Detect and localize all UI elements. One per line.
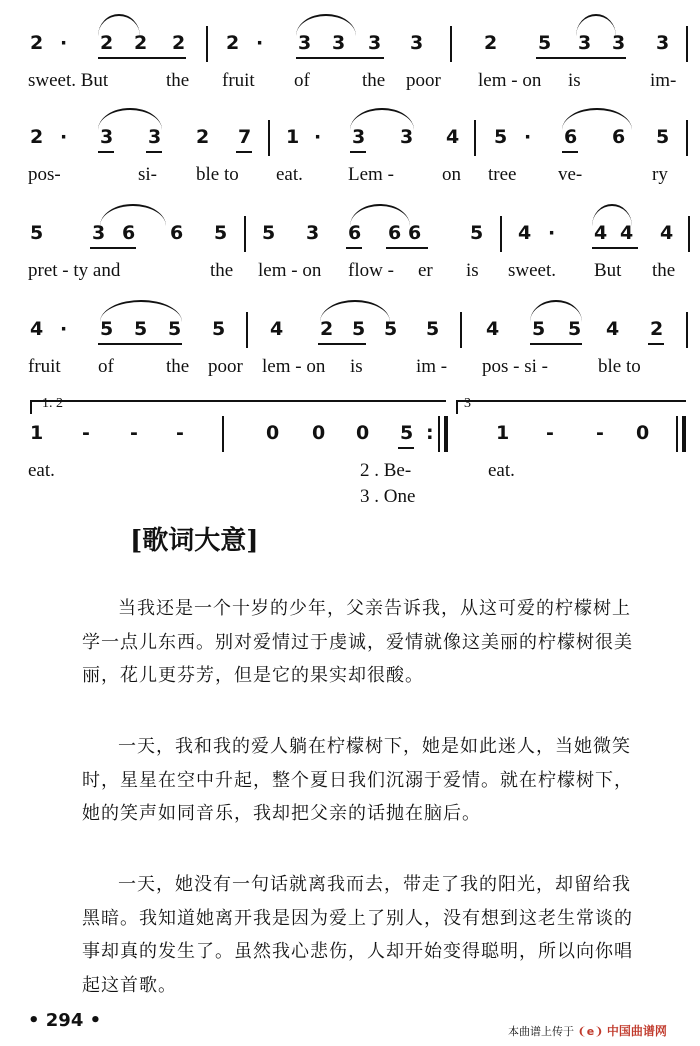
note: 5 [656,126,670,148]
lyric: Lem - [348,164,394,185]
lyric: sweet. But [28,70,109,91]
note: 3 [92,222,106,244]
lyric: pret - ty and [28,260,121,281]
lyric: er [418,260,433,281]
lyric: poor [406,70,441,91]
lyric: lem - on [478,70,542,91]
note: 4 [486,318,500,340]
note: 3 [100,126,114,148]
lyric: is [568,70,581,91]
lyric: is [466,260,479,281]
note: 4 [30,318,44,340]
note: 3 [368,32,382,54]
note: 2 [650,318,664,340]
note: 5 [212,318,226,340]
note: 6 [564,126,578,148]
dash: - [82,422,90,444]
lyric: fruit [222,70,255,91]
lyric: eat. [488,460,515,481]
lyric: the [362,70,386,91]
note: 5 [214,222,228,244]
note: 6 [170,222,184,244]
lyric: poor [208,356,243,377]
lyric: pos - si - [482,356,548,377]
note: 6 [408,222,422,244]
lyric: ry [652,164,668,185]
note: 5 [134,318,148,340]
paragraph-1: 当我还是一个十岁的少年，父亲告诉我，从这可爱的柠檬树上学一点儿东西。别对爱情过于虔诚，爱情就像这美丽的柠檬树很美丽，花儿更芬芳，但是它的果实却很酸。 [82,598,633,686]
note: 4 [518,222,532,244]
volta-1-2: 1. 2 [42,396,63,411]
note: 5 [262,222,276,244]
lyric: si- [138,164,157,185]
note: 2 [100,32,114,54]
lyric: ve- [558,164,583,185]
lyric: is [350,356,363,377]
note: 4 [660,222,674,244]
note: 1 [30,422,44,444]
note: 6 [388,222,402,244]
lyric: im - [416,356,448,377]
note: 2 [172,32,186,54]
note: 4 [594,222,608,244]
lyric: of [98,356,114,377]
lyric: pos- [28,164,61,185]
dot: · [256,32,264,54]
lyric: sweet. [508,260,557,281]
note: 3 [612,32,626,54]
note: 5 [352,318,366,340]
note: 2 [196,126,210,148]
lyric: lem - on [262,356,326,377]
note: 2 [30,32,44,54]
site-logo-icon: ❨⁠e❩ [577,1025,604,1038]
note: 2 [484,32,498,54]
page-number: • 294 • [28,1010,102,1031]
footer-text: 本曲谱上传于 [508,1025,574,1038]
footer-watermark [508,1022,667,1039]
dash: - [546,422,554,444]
lyric: the [166,356,190,377]
note: 3 [306,222,320,244]
note: 6 [348,222,362,244]
note: 6 [612,126,626,148]
lyric: 2 . Be- [360,460,412,481]
lyric: im- [650,70,677,91]
note: 7 [238,126,252,148]
repeat-sign: : [426,422,434,444]
note: 3 [578,32,592,54]
note: 5 [100,318,114,340]
note: 5 [470,222,484,244]
dot: · [524,126,532,148]
lyric: ble to [196,164,239,185]
dash: - [130,422,138,444]
note: 3 [332,32,346,54]
note: 6 [122,222,136,244]
lyric: the [210,260,234,281]
dot: · [60,318,68,340]
note: 2 [320,318,334,340]
note: 5 [494,126,508,148]
dot: · [60,126,68,148]
note: 5 [384,318,398,340]
note: 4 [270,318,284,340]
paragraph-2: 一天，我和我的爱人躺在柠檬树下，她是如此迷人，当她微笑时，星星在空中升起，整个夏日我们沉溺于爱情。就在柠檬树下，她的笑声如同音乐，我却把父亲的话抛在脑后。 [82,736,633,824]
note: 3 [148,126,162,148]
note: 1 [496,422,510,444]
dot: · [548,222,556,244]
footer-brand[interactable]: 中国曲谱网 [606,1024,667,1038]
lyrics-meaning-heading: [歌词大意] [130,526,259,556]
lyric: lem - on [258,260,322,281]
note: 5 [168,318,182,340]
note: 3 [656,32,670,54]
note: 5 [532,318,546,340]
note: 5 [568,318,582,340]
note: 4 [446,126,460,148]
note: 1 [286,126,300,148]
note: 0 [312,422,326,444]
paragraph-3: 一天，她没有一句话就离我而去，带走了我的阳光，却留给我黑暗。我知道她离开我是因为爱上了别人，没有想到这老生常谈的事却真的发生了。虽然我心悲伤，人却开始变得聪明，所以向你唱起这首歌。 [82,874,633,996]
note: 2 [30,126,44,148]
note: 0 [356,422,370,444]
note: 5 [400,422,414,444]
note: 3 [298,32,312,54]
lyric: fruit [28,356,61,377]
dot: · [314,126,322,148]
dash: - [176,422,184,444]
lyric: 3 . One [360,486,416,507]
lyric: the [652,260,676,281]
note: 3 [352,126,366,148]
lyric: flow - [348,260,394,281]
note: 3 [400,126,414,148]
note: 4 [620,222,634,244]
note: 5 [426,318,440,340]
note: 5 [30,222,44,244]
dash: - [596,422,604,444]
note: 2 [226,32,240,54]
volta-3: 3 [464,396,471,411]
lyric: the [166,70,190,91]
lyric: eat. [28,460,55,481]
lyric: ble to [598,356,641,377]
note: 3 [410,32,424,54]
note: 0 [266,422,280,444]
lyric: tree [488,164,517,185]
note: 2 [134,32,148,54]
lyric: on [442,164,461,185]
note: 4 [606,318,620,340]
lyric: But [594,260,622,281]
note: 0 [636,422,650,444]
dot: · [60,32,68,54]
note: 5 [538,32,552,54]
lyric: of [294,70,310,91]
lyric: eat. [276,164,303,185]
